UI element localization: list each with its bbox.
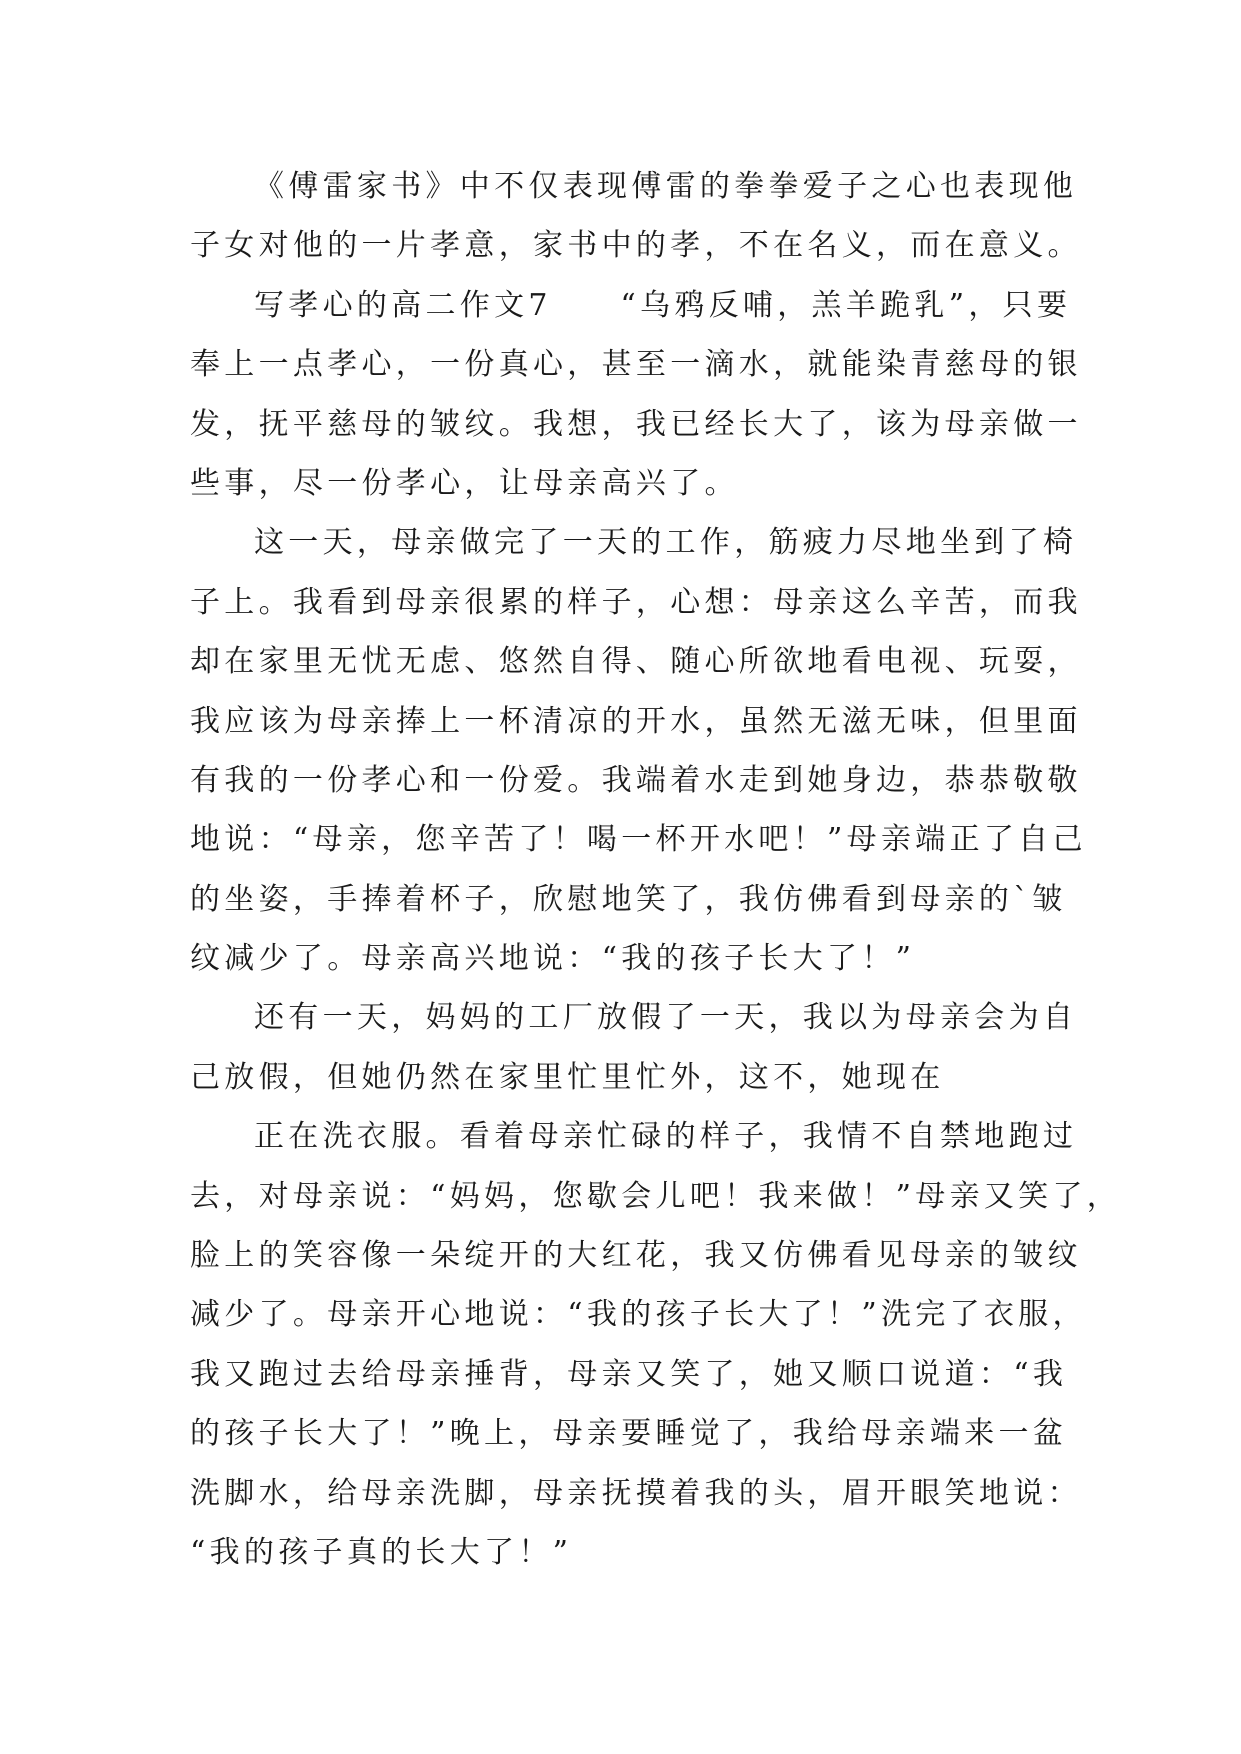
text-line: 这一天，母亲做完了一天的工作，筋疲力尽地坐到了椅: [254, 525, 1078, 561]
text-line: 却在家里无忧无虑、悠然自得、随心所欲地看电视、玩耍，: [190, 644, 1082, 680]
text-line: 正在洗衣服。看着母亲忙碌的样子，我情不自禁地跑过: [254, 1119, 1078, 1155]
text-line: 的坐姿，手捧着杯子，欣慰地笑了，我仿佛看到母亲的`皱: [190, 881, 1067, 917]
text-line: 子上。我看到母亲很累的样子，心想：母亲这么辛苦，而我: [190, 584, 1082, 620]
text-line: 己放假，但她仍然在家里忙里忙外，这不，她现在: [190, 1059, 945, 1095]
text-line: 脸上的笑容像一朵绽开的大红花，我又仿佛看见母亲的皱纹: [190, 1238, 1082, 1274]
text-line: 去，对母亲说：“妈妈，您歇会儿吧！我来做！”母亲又笑了，: [190, 1178, 1122, 1214]
text-line: 纹减少了。母亲高兴地说：“我的孩子长大了！”: [190, 941, 916, 977]
text-line: 有我的一份孝心和一份爱。我端着水走到她身边，恭恭敬敬: [190, 762, 1082, 798]
text-line: 写孝心的高二作文7 “乌鸦反哺，羔羊跪乳”，只要: [254, 287, 1072, 323]
text-line: 些事，尽一份孝心，让母亲高兴了。: [190, 465, 739, 501]
text-line: “我的孩子真的长大了！”: [190, 1534, 573, 1570]
text-line: 奉上一点孝心，一份真心，甚至一滴水，就能染青慈母的银: [190, 347, 1082, 383]
text-line: 我应该为母亲捧上一杯清凉的开水，虽然无滋无味，但里面: [190, 703, 1082, 739]
text-line: 发，抚平慈母的皱纹。我想，我已经长大了，该为母亲做一: [190, 406, 1082, 442]
text-line: 的孩子长大了！”晚上，母亲要睡觉了，我给母亲端来一盆: [190, 1416, 1068, 1452]
text-line: 还有一天，妈妈的工厂放假了一天，我以为母亲会为自: [254, 1000, 1078, 1036]
text-line: 《傅雷家书》中不仅表现傅雷的拳拳爱子之心也表现他: [254, 169, 1078, 204]
text-line: 减少了。母亲开心地说：“我的孩子长大了！”洗完了衣服，: [190, 1297, 1087, 1333]
essay-body: [190, 157, 1122, 1582]
text-line: 洗脚水，给母亲洗脚，母亲抚摸着我的头，眉开眼笑地说：: [190, 1475, 1082, 1511]
text-line: 地说：“母亲，您辛苦了！喝一杯开水吧！”母亲端正了自己: [190, 822, 1087, 858]
text-line: 我又跑过去给母亲捶背，母亲又笑了，她又顺口说道：“我: [190, 1356, 1068, 1392]
text-line: 子女对他的一片孝意，家书中的孝，不在名义，而在意义。: [190, 228, 1082, 264]
